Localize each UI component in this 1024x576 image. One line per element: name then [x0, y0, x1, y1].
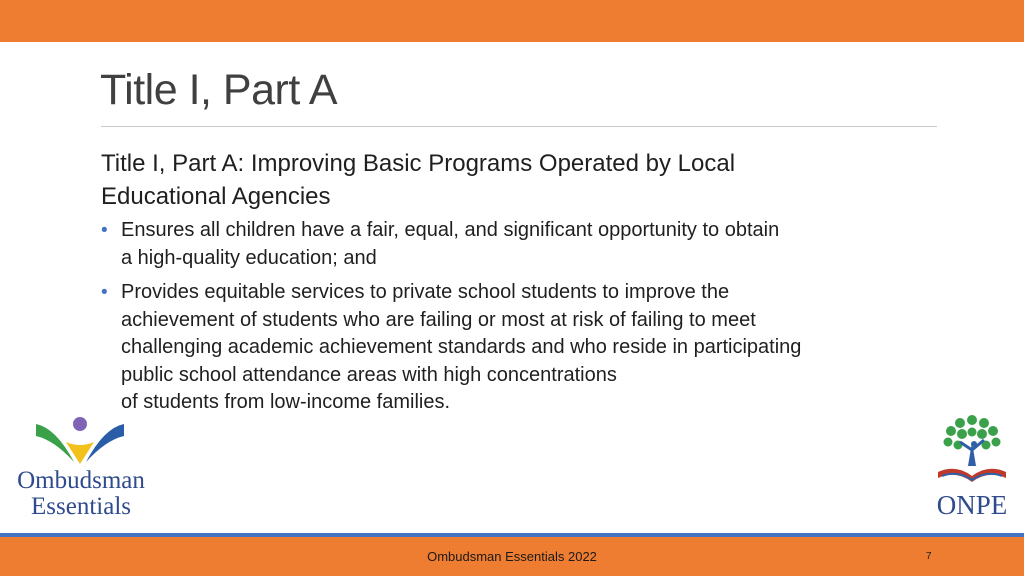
- ombudsman-essentials-logo: [6, 414, 156, 522]
- heading-line-2: Educational Agencies: [101, 183, 331, 210]
- tree-book-emblem-icon: [932, 412, 1012, 492]
- body-heading: [101, 147, 951, 213]
- bullet-dot-icon: •: [101, 282, 108, 303]
- bullet-dot-icon: •: [101, 220, 108, 241]
- top-accent-bar: [0, 0, 1024, 42]
- heading-line-1: Title I, Part A: Improving Basic Programs Operated by Local: [101, 150, 736, 177]
- logo-text-line-2: Essentials: [31, 493, 131, 520]
- bullet-2-line-4: public school attendance areas with high concentrations: [121, 363, 617, 386]
- bullet-2-line-1: Provides equitable services to private school students to improve the: [121, 281, 730, 303]
- ombudsman-essentials-emblem-icon: [34, 414, 126, 468]
- bullet-2-line-2: achievement of students who are failing or most at risk of failing to meet: [121, 308, 756, 331]
- bullet-list: [101, 217, 951, 417]
- title-divider: [101, 126, 937, 127]
- bullet-1-line-2: a high-quality education; and: [121, 246, 377, 269]
- bullet-1-line-1: Ensures all children have a fair, equal, and significant opportunity to obtain: [121, 219, 780, 241]
- bullet-item-2: [101, 279, 951, 417]
- logo-text-line-1: Ombudsman: [17, 467, 145, 494]
- onpe-logo: [924, 412, 1020, 522]
- onpe-logo-text: ONPE: [936, 490, 1008, 520]
- bullet-item-1: [101, 217, 951, 272]
- bullet-2-line-5: of students from low-income families.: [121, 391, 451, 413]
- footer-text: Ombudsman Essentials 2022: [427, 549, 597, 564]
- bullet-2-line-3: challenging academic achievement standards and who reside in participating: [121, 336, 802, 358]
- slide-body: [101, 147, 951, 424]
- page-number: 7: [926, 551, 932, 562]
- slide-title: Title I, Part A: [100, 66, 338, 114]
